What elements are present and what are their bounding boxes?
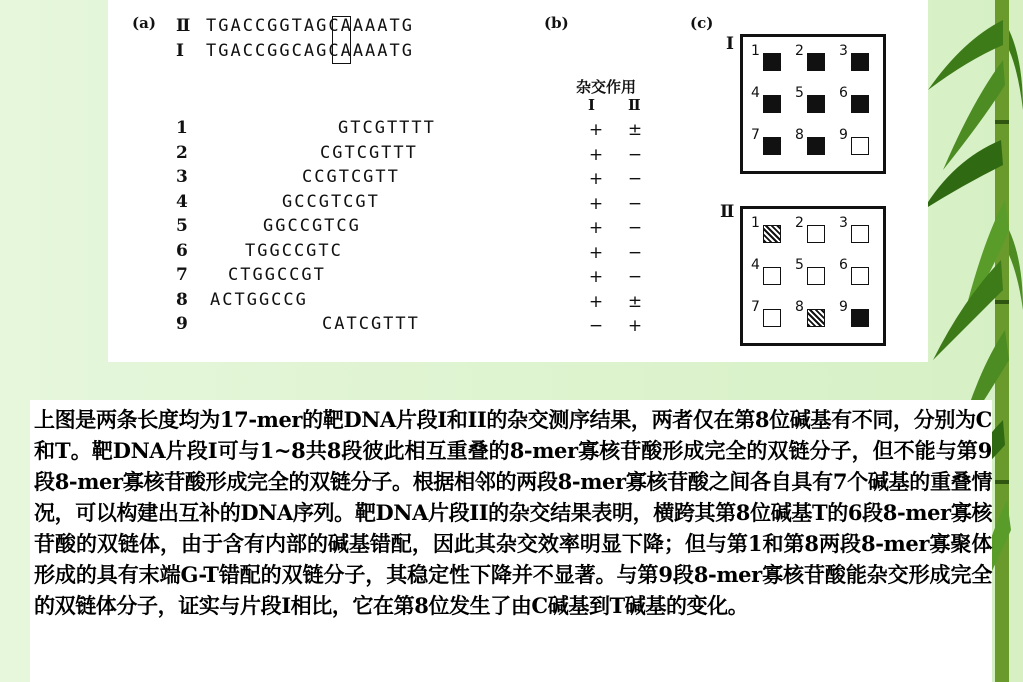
panel-b-label: (b)	[544, 14, 569, 32]
plate-ii-label: Ⅱ	[720, 202, 735, 222]
panel-a-label: (a)	[132, 14, 156, 32]
hybridization-spot-full	[807, 95, 825, 113]
hybridization-result-ii: −	[627, 169, 643, 189]
hybridization-spot-full	[851, 53, 869, 71]
hybridization-result-i: +	[588, 144, 604, 165]
hybridization-result-ii: −	[627, 144, 643, 165]
probe-sequence: CATCGTTT	[322, 314, 420, 334]
well-number: 6	[839, 257, 848, 273]
strand-ii-sequence: TGACCGGTAGCAAAATG	[206, 16, 414, 36]
hybridization-spot-empty	[851, 267, 869, 285]
hybridization-result-i: +	[588, 242, 604, 263]
well-number: 5	[795, 85, 804, 101]
hybridization-result-i: +	[588, 291, 604, 312]
hybridization-spot-full	[763, 137, 781, 155]
hybridization-spot-empty	[851, 137, 869, 155]
well-number: 5	[795, 257, 804, 273]
well-number: 2	[795, 43, 804, 59]
plate-i-label: Ⅰ	[726, 34, 734, 54]
probe-number: 1	[176, 118, 188, 138]
hybridization-result-ii: ±	[627, 291, 643, 312]
probe-number: 4	[176, 191, 188, 212]
plate-i-grid	[740, 34, 886, 174]
panel-c-label: (c)	[690, 14, 714, 32]
well-number: 8	[795, 127, 804, 143]
probe-number: 3	[176, 167, 188, 187]
probe-number: 8	[176, 289, 188, 310]
hybridization-result-ii: +	[627, 316, 643, 336]
hybridization-spot-full	[807, 137, 825, 155]
probe-number: 7	[176, 265, 188, 285]
hybridization-result-i: +	[588, 169, 604, 189]
hybridization-result-ii: −	[627, 218, 643, 238]
plate-ii-grid	[740, 206, 886, 346]
hybridization-spot-empty	[851, 225, 869, 243]
well-number: 3	[839, 43, 848, 59]
well-number: 4	[751, 85, 760, 101]
well-number: 2	[795, 215, 804, 231]
well-number: 1	[751, 43, 760, 59]
hybridization-spot-full	[763, 95, 781, 113]
hybridization-spot-full	[763, 53, 781, 71]
probe-number: 2	[176, 142, 188, 163]
well-number: 7	[751, 127, 760, 143]
hybridization-spot-full	[851, 95, 869, 113]
hybridization-result-ii: ±	[627, 120, 643, 140]
well-number: 8	[795, 299, 804, 315]
figure-panel	[108, 0, 928, 362]
explanation-box	[30, 400, 992, 682]
well-number: 9	[839, 127, 848, 143]
column-i-header: Ⅰ	[588, 96, 596, 114]
strand-i-label: Ⅰ	[176, 41, 184, 61]
hybridization-header: 杂交作用	[576, 78, 637, 96]
probe-sequence: ACTGGCCG	[210, 289, 308, 310]
probe-sequence: CCGTCGTT	[302, 167, 400, 187]
probe-number: 9	[176, 314, 188, 334]
strand-ii-label: Ⅱ	[176, 16, 191, 36]
well-number: 7	[751, 299, 760, 315]
hybridization-result-ii: −	[627, 267, 643, 287]
well-number: 9	[839, 299, 848, 315]
hybridization-spot-full	[807, 53, 825, 71]
strand-i-sequence: TGACCGGCAGCAAAATG	[206, 41, 414, 61]
probe-sequence: GTCGTTTT	[338, 118, 436, 138]
hybridization-result-ii: −	[627, 242, 643, 263]
well-number: 4	[751, 257, 760, 273]
hybridization-spot-partial	[807, 309, 825, 327]
hybridization-spot-empty	[763, 309, 781, 327]
hybridization-result-i: +	[588, 193, 604, 214]
probe-sequence: GGCCGTCG	[263, 216, 361, 236]
hybridization-result-ii: −	[627, 193, 643, 214]
hybridization-spot-empty	[807, 267, 825, 285]
hybridization-result-i: +	[588, 120, 604, 140]
hybridization-spot-full	[851, 309, 869, 327]
probe-sequence: CTGGCCGT	[228, 265, 326, 285]
probe-sequence: TGGCCGTC	[245, 240, 343, 261]
probe-sequence: GCCGTCGT	[282, 191, 380, 212]
hybridization-spot-empty	[807, 225, 825, 243]
probe-number: 5	[176, 216, 188, 236]
hybridization-result-i: +	[588, 218, 604, 238]
well-number: 6	[839, 85, 848, 101]
well-number: 1	[751, 215, 760, 231]
hybridization-result-i: −	[588, 316, 604, 336]
probe-sequence: CGTCGTTT	[320, 142, 418, 163]
explanation-paragraph: 上图是两条长度均为17-mer的靶DNA片段I和II的杂交测序结果，两者仅在第8位碱基有不同，分别为C和T。靶DNA片段I可与1~8共8段彼此相互重叠的8-mer寡核苷酸形成完全的双链分子，但不能与第9段8-mer寡核苷酸形成完全的双链分子。根据相邻的两段8-mer寡核苷酸之间各自具有7个碱基的重叠情况，可以构建出互补的DNA序列。靶DNA片段II的杂交结果表明，横跨其第8位碱基T的6段8-mer寡核苷酸的双链体，由于含有内部的碱基错配，因此其杂交效率明显下降；但与第1和第8两段8-mer寡聚体形成的具有末端G-T错配的双链分子，其稳定性下降并不显著。与第9段8-mer寡核苷酸能杂交形成完全的双链体分子，证实与片段I相比，它在第8位发生了由C碱基到T碱基的变化。	[34, 407, 992, 618]
hybridization-result-i: +	[588, 267, 604, 287]
probe-number: 6	[176, 240, 188, 261]
mismatch-highlight-box	[332, 16, 351, 64]
hybridization-spot-empty	[763, 267, 781, 285]
column-ii-header: Ⅱ	[628, 96, 641, 114]
well-number: 3	[839, 215, 848, 231]
hybridization-spot-partial	[763, 225, 781, 243]
